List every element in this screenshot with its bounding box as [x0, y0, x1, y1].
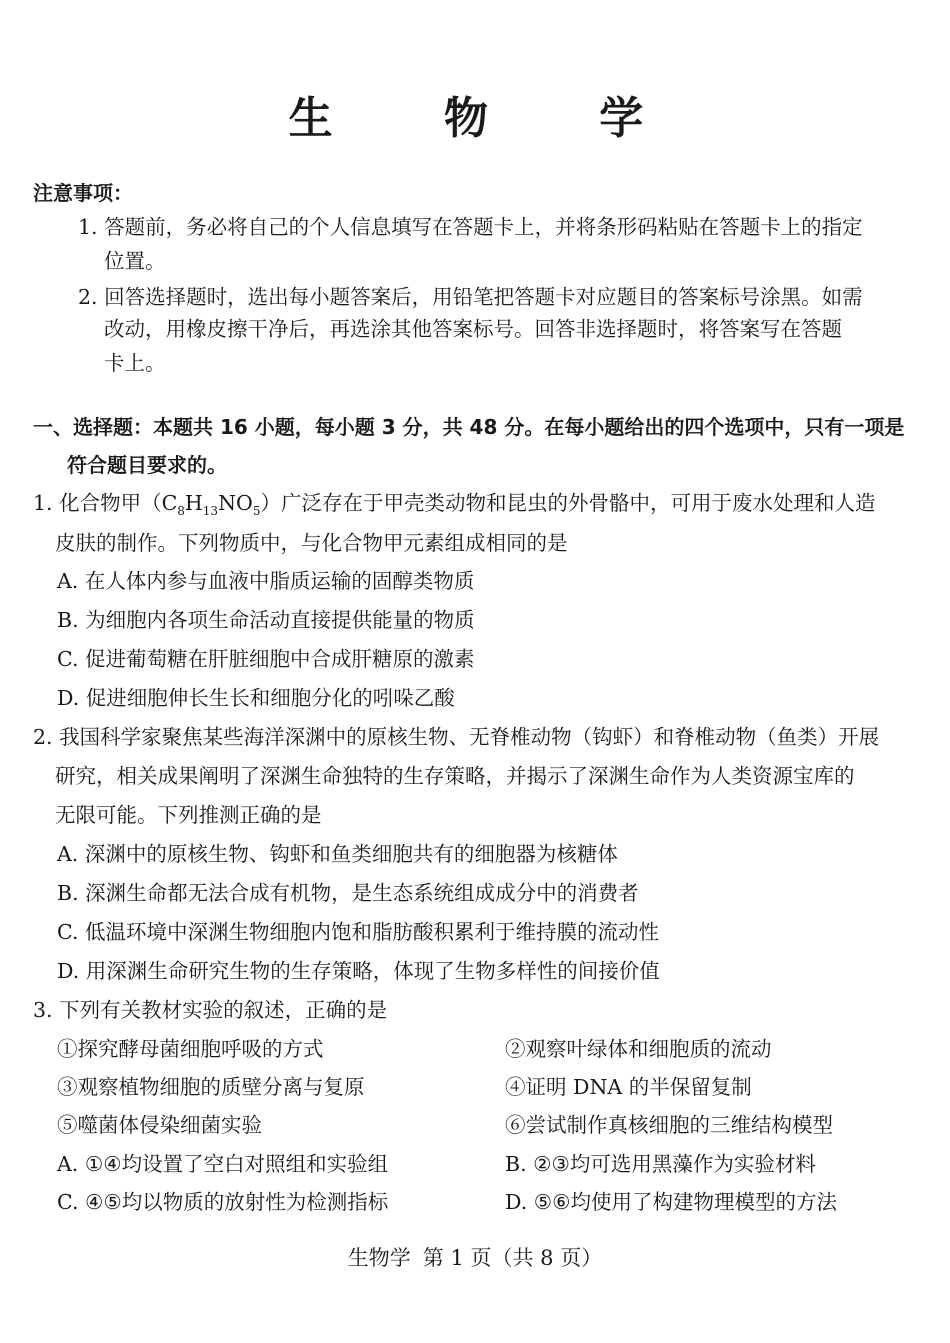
page-footer — [0, 1242, 950, 1272]
question-2-option-b: B. 深渊生命都无法合成有机物，是生态系统组成成分中的消费者 — [57, 881, 639, 905]
question-1-stem-cont: 皮肤的制作。下列物质中，与化合物甲元素组成相同的是 — [55, 531, 568, 555]
section-heading-cont: 符合题目要求的。 — [67, 453, 227, 477]
question-3-option-b: B. ②③均可选用黑藻作为实验材料 — [505, 1152, 816, 1176]
section-heading: 一、选择题：本题共 16 小题，每小题 3 分，共 48 分。在每小题给出的四个选项中，只有一项是 — [33, 415, 905, 439]
question-3-option-a: A. ①④均设置了空白对照组和实验组 — [57, 1152, 389, 1176]
question-2-stem-cont2: 无限可能。下列推测正确的是 — [55, 803, 322, 827]
question-1-rest: ）广泛存在于甲壳类动物和昆虫的外骨骼中，可用于废水处理和人造 — [260, 491, 876, 515]
notice-heading: 注意事项： — [33, 181, 133, 205]
question-2-option-a: A. 深渊中的原核生物、钩虾和鱼类细胞共有的细胞器为核糖体 — [57, 842, 618, 866]
question-3-item-4: ④证明 DNA 的半保留复制 — [505, 1075, 752, 1099]
question-3-option-d: D. ⑤⑥均使用了构建物理模型的方法 — [505, 1190, 837, 1214]
question-2-option-c: C. 低温环境中深渊生物细胞内饱和脂肪酸积累利于维持膜的流动性 — [57, 920, 659, 944]
footer-page-number: 第 1 页（共 8 页） — [422, 1246, 603, 1270]
question-1-option-a: A. 在人体内参与血液中脂质运输的固醇类物质 — [57, 569, 475, 593]
notice-item-2: 2. 回答选择题时，选出每小题答案后，用铅笔把答题卡对应题目的答案标号涂黑。如需 — [78, 285, 863, 309]
question-3-item-3: ③观察植物细胞的质壁分离与复原 — [57, 1075, 365, 1099]
question-3-item-5: ⑤噬菌体侵染细菌实验 — [57, 1113, 262, 1137]
footer-subject: 生物学 — [347, 1246, 411, 1270]
question-3-stem: 3. 下列有关教材实验的叙述，正确的是 — [33, 998, 388, 1022]
question-2-option-d: D. 用深渊生命研究生物的生存策略，体现了生物多样性的间接价值 — [57, 959, 660, 983]
question-3-item-2: ②观察叶绿体和细胞质的流动 — [505, 1037, 772, 1061]
question-1-stem — [33, 490, 876, 519]
question-3-option-c: C. ④⑤均以物质的放射性为检测指标 — [57, 1190, 389, 1214]
question-2-stem-cont: 研究，相关成果阐明了深渊生命独特的生存策略，并揭示了深渊生命作为人类资源宝库的 — [55, 764, 855, 788]
notice-item-1: 1. 答题前，务必将自己的个人信息填写在答题卡上，并将条形码粘贴在答题卡上的指定 — [78, 215, 863, 239]
notice-item-2-cont2: 卡上。 — [104, 351, 166, 375]
formula: $C_8H_{13}NO_5$ — [161, 491, 261, 519]
question-3-item-6: ⑥尝试制作真核细胞的三维结构模型 — [505, 1113, 833, 1137]
page-title: 生 物 学 — [288, 93, 692, 144]
notice-item-1-cont: 位置。 — [104, 249, 166, 273]
question-1-prefix: 1. 化合物甲（ — [33, 491, 162, 515]
question-1-option-d: D. 促进细胞伸长生长和细胞分化的吲哚乙酸 — [57, 686, 455, 710]
question-1-option-c: C. 促进葡萄糖在肝脏细胞中合成肝糖原的激素 — [57, 647, 475, 671]
question-3-item-1: ①探究酵母菌细胞呼吸的方式 — [57, 1037, 324, 1061]
question-2-stem: 2. 我国科学家聚焦某些海洋深渊中的原核生物、无脊椎动物（钩虾）和脊椎动物（鱼类）开展 — [33, 725, 880, 749]
question-1-option-b: B. 为细胞内各项生命活动直接提供能量的物质 — [57, 608, 475, 632]
notice-item-2-cont: 改动，用橡皮擦干净后，再选涂其他答案标号。回答非选择题时，将答案写在答题 — [104, 317, 842, 341]
